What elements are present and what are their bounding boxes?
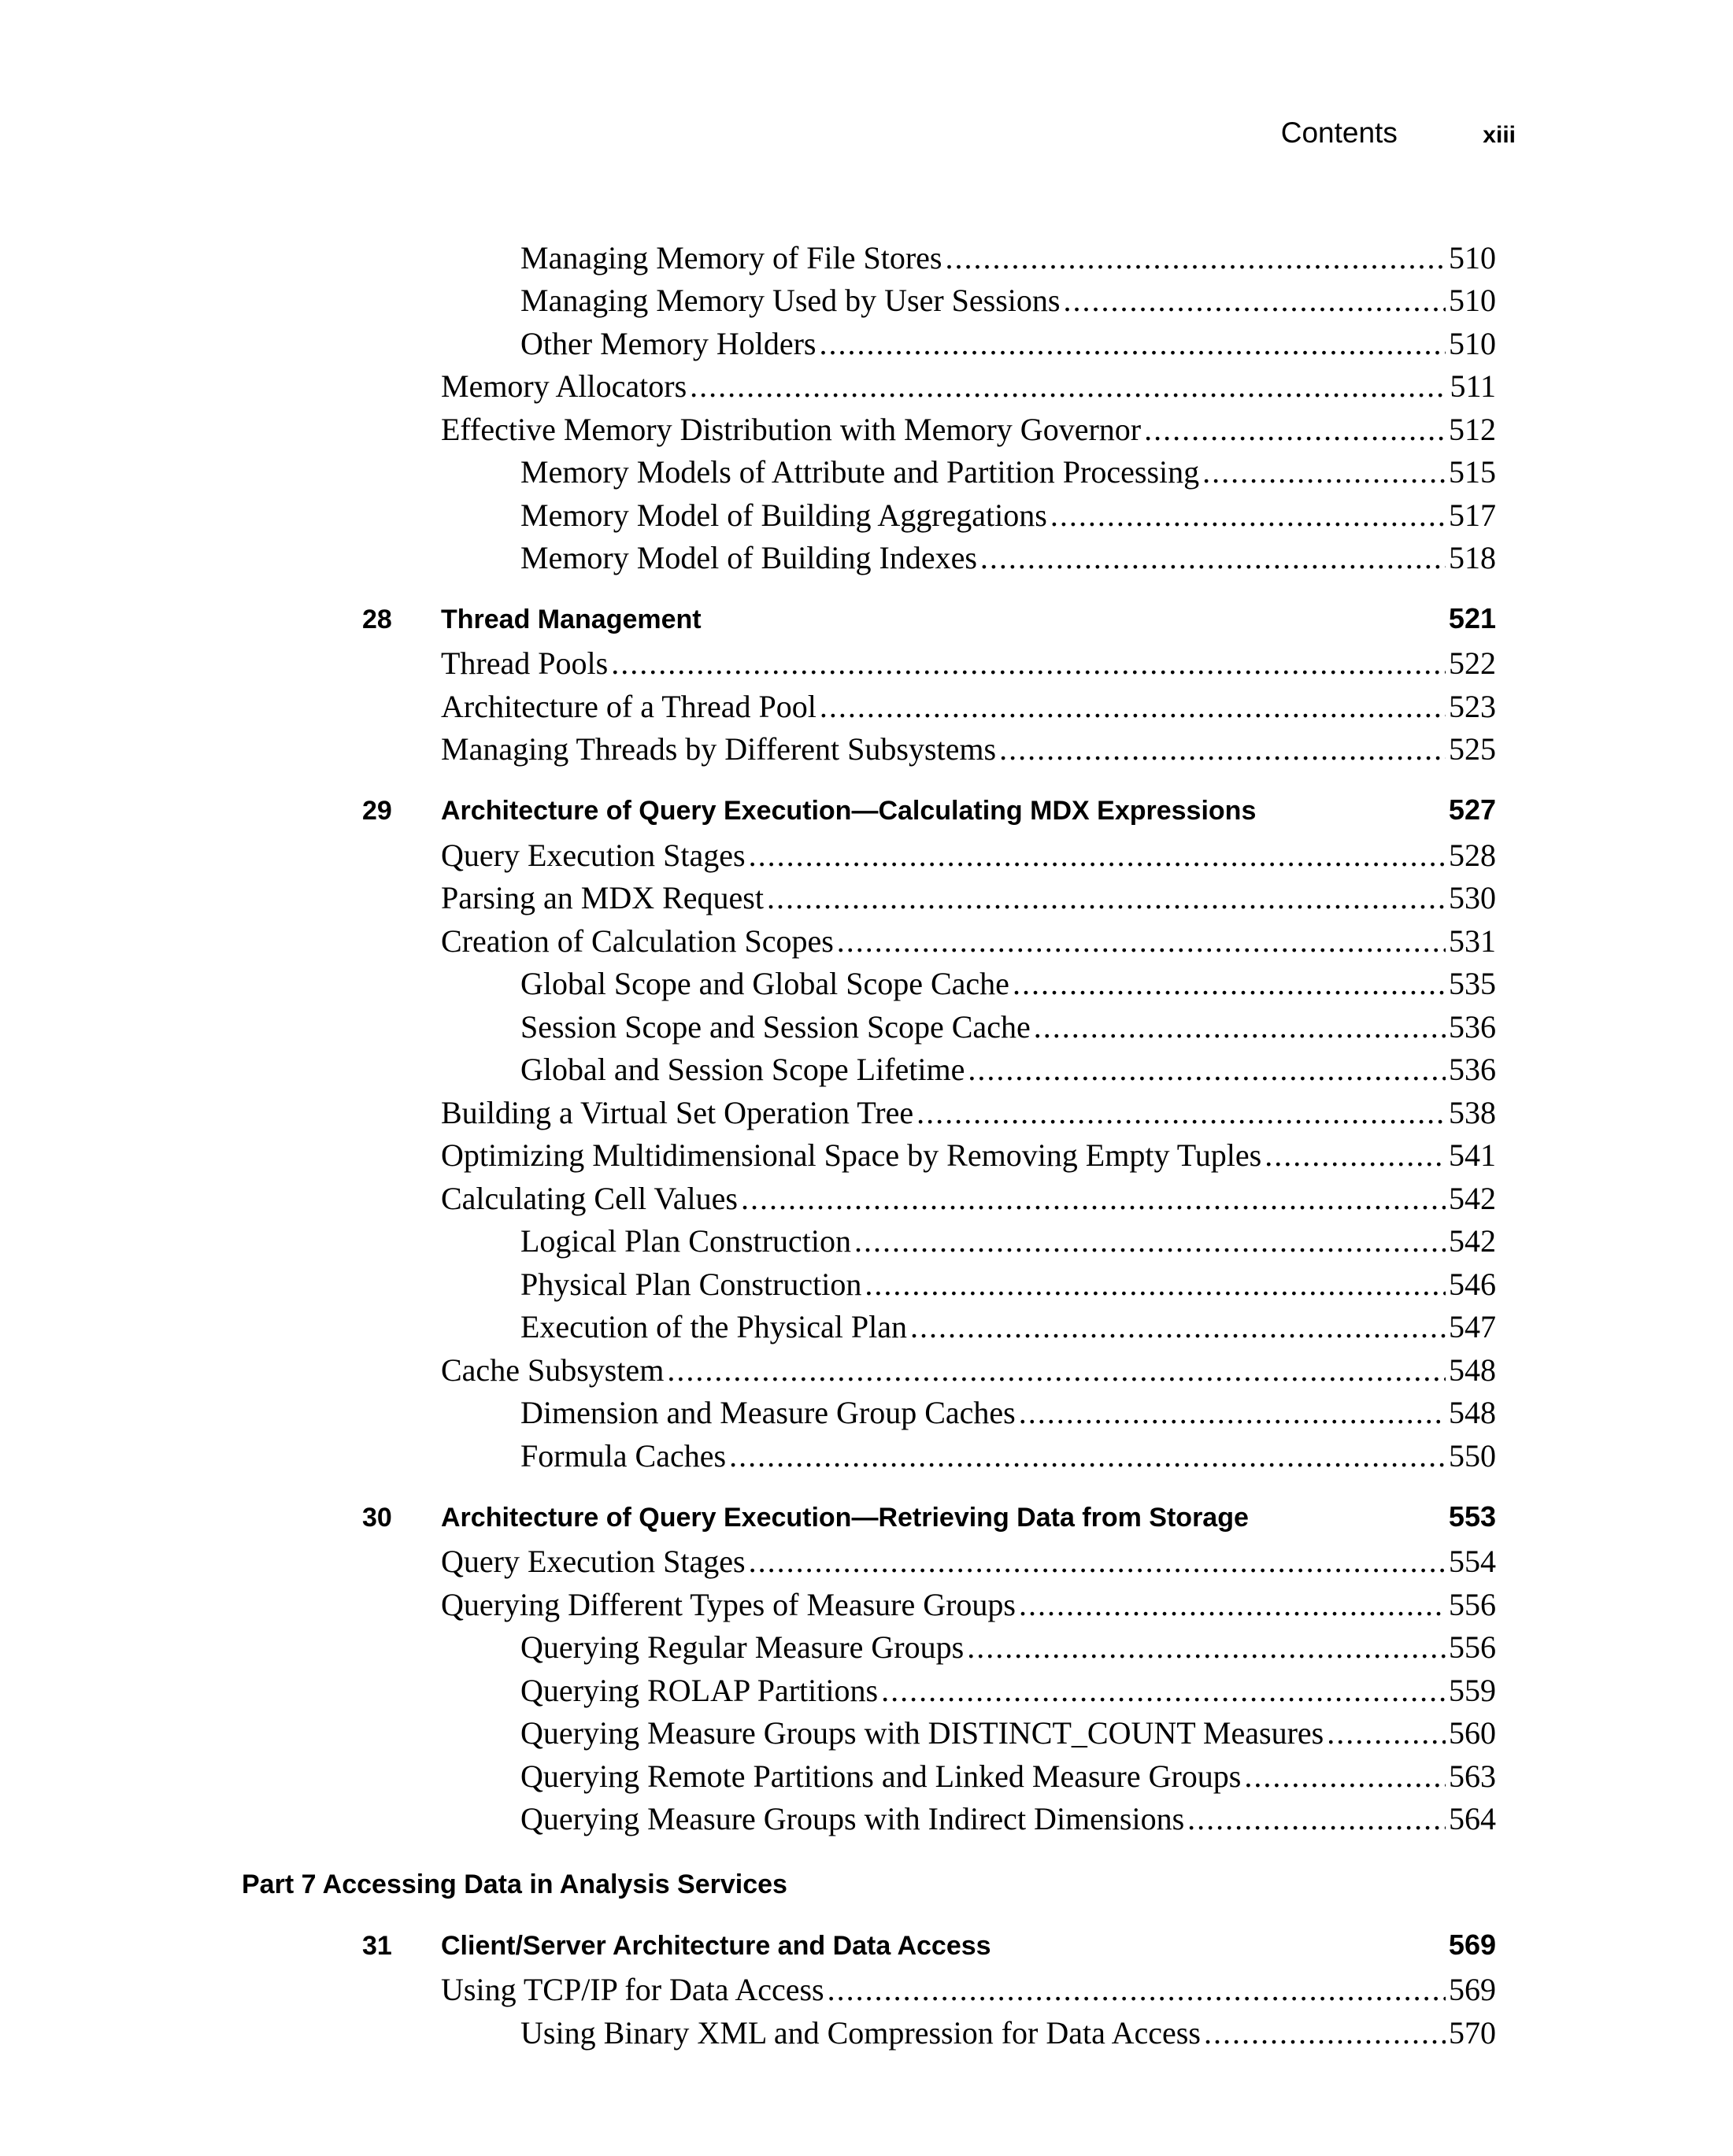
toc-chapter-heading[interactable] [362, 1923, 1496, 1966]
toc-page-number: 556 [1449, 1587, 1496, 1622]
dot-leader [1013, 962, 1446, 1005]
dot-leader [837, 919, 1446, 963]
toc-page-number: 548 [1449, 1352, 1496, 1388]
chapter-title: Thread Management [441, 605, 702, 634]
toc-page-number: 511 [1450, 368, 1496, 404]
toc-page-number: 548 [1449, 1395, 1496, 1430]
running-head-title: Contents [1280, 116, 1398, 149]
toc-page-number: 556 [1449, 1629, 1496, 1665]
toc-page-number: 554 [1449, 1544, 1496, 1579]
toc-entry-title: Cache Subsystem [441, 1352, 665, 1388]
toc-entry[interactable] [441, 685, 1496, 728]
dot-leader [916, 1091, 1446, 1134]
toc-page-number: 512 [1449, 412, 1496, 447]
toc-entry-title: Querying ROLAP Partitions [520, 1673, 879, 1708]
dot-leader [729, 1434, 1446, 1477]
chapter-number: 31 [362, 1931, 392, 1961]
toc-chapter-heading[interactable] [362, 597, 1496, 640]
toc-entry[interactable] [520, 1797, 1496, 1840]
dot-leader [946, 236, 1446, 279]
toc-entry-title: Querying Measure Groups with Indirect Dimensions [520, 1801, 1185, 1836]
toc-page-number: 522 [1449, 645, 1496, 681]
toc-entry-title: Creation of Calculation Scopes [441, 923, 834, 959]
dot-leader [820, 685, 1446, 728]
dot-leader [999, 727, 1446, 771]
toc-page-number: 530 [1449, 880, 1496, 915]
toc-entry-title: Calculating Cell Values [441, 1181, 738, 1216]
toc-entry-title: Managing Memory Used by User Sessions [520, 283, 1061, 318]
toc-entry-title: Memory Model of Building Indexes [520, 540, 977, 575]
toc-entry-title: Global Scope and Global Scope Cache [520, 966, 1009, 1001]
toc-entry-title: Memory Model of Building Aggregations [520, 497, 1047, 533]
toc-entry-title: Managing Memory of File Stores [520, 240, 942, 276]
toc-entry[interactable] [441, 1133, 1496, 1177]
toc-page-number: 560 [1449, 1715, 1496, 1751]
toc-entry[interactable] [520, 1263, 1496, 1306]
toc-entry-title: Execution of the Physical Plan [520, 1309, 908, 1344]
toc-entry-title: Logical Plan Construction [520, 1223, 851, 1259]
toc-entry[interactable] [441, 919, 1496, 963]
toc-part-heading[interactable]: Part 7 Accessing Data in Analysis Services [242, 1869, 787, 1899]
toc-entry[interactable] [441, 834, 1496, 877]
toc-entry[interactable] [441, 408, 1496, 451]
toc-entry-title: Querying Measure Groups with DISTINCT_COUNT Measures [520, 1715, 1324, 1751]
toc-entry-title: Querying Different Types of Measure Groups [441, 1587, 1016, 1622]
dot-leader [1050, 494, 1446, 537]
toc-entry[interactable] [520, 2011, 1496, 2054]
toc-page-number: 515 [1449, 454, 1496, 490]
toc-page-number: 553 [1448, 1500, 1496, 1533]
dot-leader [611, 642, 1446, 685]
toc-page-number: 542 [1449, 1181, 1496, 1216]
toc-entry-title: Querying Remote Partitions and Linked Measure Groups [520, 1758, 1242, 1794]
toc-entry-title: Using TCP/IP for Data Access [441, 1972, 824, 2007]
toc-page-number: 559 [1449, 1673, 1496, 1708]
dot-leader [1204, 2011, 1446, 2054]
toc-entry[interactable] [520, 1219, 1496, 1263]
toc-page-number: 528 [1449, 838, 1496, 873]
toc-entry[interactable] [520, 536, 1496, 579]
chapter-title: Architecture of Query Execution—Retrieving Data from Storage [441, 1503, 1249, 1533]
toc-page-number: 531 [1449, 923, 1496, 959]
toc-entry[interactable] [520, 1669, 1496, 1712]
toc-entry[interactable] [520, 1625, 1496, 1669]
toc-entry[interactable] [520, 1305, 1496, 1348]
toc-entry-title: Session Scope and Session Scope Cache [520, 1009, 1031, 1045]
toc-entry-title: Building a Virtual Set Operation Tree [441, 1095, 914, 1130]
dot-leader [881, 1669, 1446, 1712]
toc-entry-title: Global and Session Scope Lifetime [520, 1052, 965, 1087]
toc-entry-title: Managing Threads by Different Subsystems [441, 731, 997, 767]
toc-entry-title: Thread Pools [441, 645, 609, 681]
toc-entry-title: Memory Allocators [441, 368, 687, 404]
toc-entry-title: Using Binary XML and Compression for Data Access [520, 2015, 1201, 2051]
toc-entry[interactable] [520, 494, 1496, 537]
toc-page-number: 564 [1449, 1801, 1496, 1836]
dot-leader [967, 1625, 1446, 1669]
toc-page-number: 536 [1449, 1052, 1496, 1087]
page-number: xiii [1483, 122, 1516, 148]
toc-entry[interactable] [441, 1968, 1496, 2011]
toc-entry[interactable] [520, 279, 1496, 322]
dot-leader [1244, 1755, 1446, 1798]
toc-entry[interactable] [441, 642, 1496, 685]
toc-page-number: 510 [1449, 283, 1496, 318]
toc-entry[interactable] [520, 1434, 1496, 1477]
toc-page-number: 542 [1449, 1223, 1496, 1259]
dot-leader [1265, 1133, 1446, 1177]
dot-leader [741, 1177, 1446, 1220]
toc-page-number: 518 [1449, 540, 1496, 575]
toc-entry[interactable] [441, 727, 1496, 771]
toc-entry-title: Parsing an MDX Request [441, 880, 764, 915]
dot-leader [1034, 1005, 1446, 1048]
toc-page-number: 517 [1449, 497, 1496, 533]
toc-entry-title: Other Memory Holders [520, 326, 817, 361]
dot-leader [749, 834, 1446, 877]
toc-page-number: 570 [1449, 2015, 1496, 2051]
toc-entry[interactable] [441, 364, 1496, 408]
toc-page-number: 535 [1449, 966, 1496, 1001]
toc-page-number: 550 [1449, 1438, 1496, 1474]
toc-page-number: 563 [1449, 1758, 1496, 1794]
toc-entry-title: Effective Memory Distribution with Memory Governor [441, 412, 1142, 447]
toc-entry-title: Query Execution Stages [441, 1544, 746, 1579]
chapter-number: 29 [362, 796, 392, 826]
toc-entry[interactable] [520, 236, 1496, 279]
toc-page-number: 523 [1449, 689, 1496, 724]
toc-entry[interactable] [520, 450, 1496, 494]
toc-page-number: 569 [1448, 1929, 1496, 1961]
chapter-number: 28 [362, 605, 392, 634]
toc-entry[interactable] [520, 1711, 1496, 1755]
toc-chapter-heading[interactable] [362, 788, 1496, 831]
toc-entry[interactable] [441, 1091, 1496, 1134]
dot-leader [865, 1263, 1446, 1306]
toc-entry[interactable] [520, 1005, 1496, 1048]
dot-leader [767, 876, 1446, 919]
dot-leader [1019, 1583, 1446, 1626]
dot-leader [819, 322, 1446, 365]
toc-entry[interactable] [441, 1583, 1496, 1626]
toc-page-number: 547 [1449, 1309, 1496, 1344]
chapter-title: Client/Server Architecture and Data Access [441, 1931, 991, 1961]
toc-chapter-heading[interactable] [362, 1495, 1496, 1538]
toc-entry-title: Physical Plan Construction [520, 1267, 862, 1302]
toc-entry-title: Architecture of a Thread Pool [441, 689, 817, 724]
toc-entry-title: Querying Regular Measure Groups [520, 1629, 965, 1665]
dot-leader [1019, 1391, 1446, 1434]
dot-leader [828, 1968, 1446, 2011]
toc-page-number: 569 [1449, 1972, 1496, 2007]
toc-entry[interactable] [441, 1177, 1496, 1220]
dot-leader [968, 1048, 1446, 1091]
toc-page-number: 510 [1449, 326, 1496, 361]
dot-leader [749, 1540, 1446, 1583]
toc-entry[interactable] [520, 1048, 1496, 1091]
toc-entry[interactable] [520, 322, 1496, 365]
dot-leader [910, 1305, 1446, 1348]
toc-page-number: 536 [1449, 1009, 1496, 1045]
dot-leader [667, 1348, 1446, 1392]
chapter-title: Architecture of Query Execution—Calculating MDX Expressions [441, 796, 1257, 826]
toc-page-number: 525 [1449, 731, 1496, 767]
toc-entry[interactable] [520, 1755, 1496, 1798]
toc-entry[interactable] [441, 876, 1496, 919]
toc-entry[interactable] [441, 1540, 1496, 1583]
toc-entry-title: Memory Models of Attribute and Partition Processing [520, 454, 1200, 490]
chapter-number: 30 [362, 1503, 392, 1533]
toc-entry-title: Query Execution Stages [441, 838, 746, 873]
dot-leader [980, 536, 1446, 579]
dot-leader [854, 1219, 1446, 1263]
toc-page-number: 521 [1448, 602, 1496, 634]
toc-entry-title: Dimension and Measure Group Caches [520, 1395, 1016, 1430]
dot-leader [1202, 450, 1446, 494]
dot-leader [1144, 408, 1446, 451]
toc-page-number: 538 [1449, 1095, 1496, 1130]
toc-page-number: 510 [1449, 240, 1496, 276]
toc-entry-title: Formula Caches [520, 1438, 727, 1474]
toc-page-number: 527 [1448, 793, 1496, 826]
toc-entry[interactable] [520, 1391, 1496, 1434]
dot-leader [1064, 279, 1446, 322]
toc-entry-title: Optimizing Multidimensional Space by Removing Empty Tuples [441, 1137, 1262, 1173]
dot-leader [1327, 1711, 1446, 1755]
dot-leader [1187, 1797, 1446, 1840]
toc-page-number: 546 [1449, 1267, 1496, 1302]
dot-leader [690, 364, 1446, 408]
toc-entry[interactable] [441, 1348, 1496, 1392]
toc-page-number: 541 [1449, 1137, 1496, 1173]
toc-entry[interactable] [520, 962, 1496, 1005]
